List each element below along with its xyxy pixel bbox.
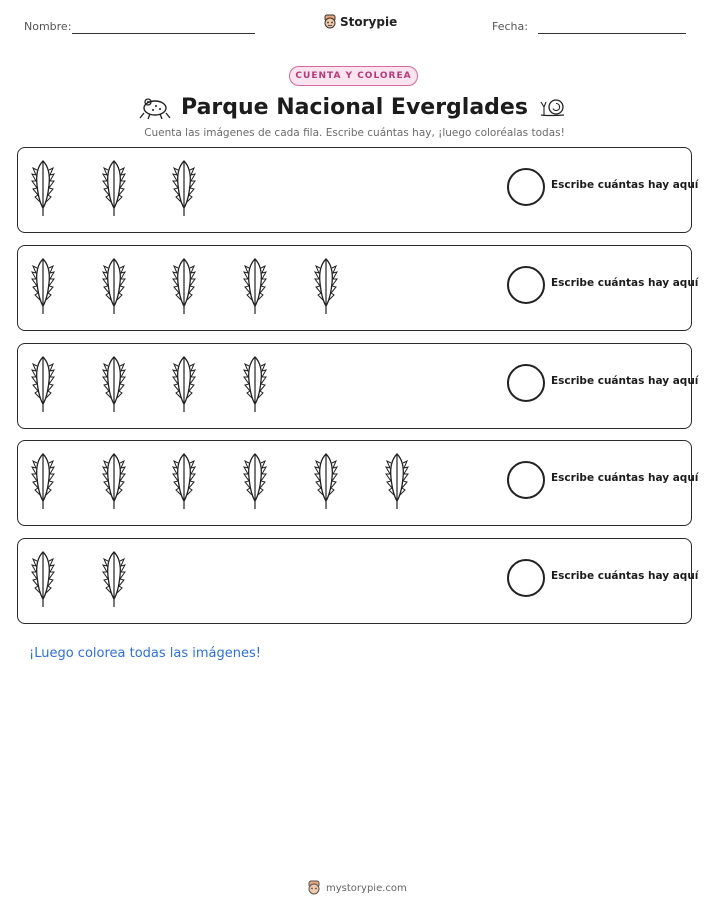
counting-row — [17, 245, 699, 331]
sawgrass-plant-icon[interactable] — [30, 451, 56, 511]
sawgrass-plant-icon[interactable] — [171, 256, 197, 316]
title-row — [0, 92, 709, 124]
footer-brand — [307, 880, 407, 896]
footer-brand-url: mystorypie.com — [326, 882, 407, 894]
date-field[interactable] — [538, 33, 686, 34]
answer-label: Escribe cuántas hay aquí — [551, 277, 699, 289]
answer-label: Escribe cuántas hay aquí — [551, 179, 699, 191]
snail-icon — [538, 95, 568, 119]
answer-circle[interactable] — [507, 266, 545, 304]
storypie-mascot-icon — [323, 14, 337, 30]
name-field[interactable] — [72, 33, 255, 34]
counting-row — [17, 538, 699, 624]
sawgrass-plant-icon[interactable] — [30, 158, 56, 218]
sawgrass-plant-icon[interactable] — [171, 354, 197, 414]
sawgrass-plant-icon[interactable] — [242, 354, 268, 414]
sawgrass-plant-icon[interactable] — [101, 256, 127, 316]
instructions: Cuenta las imágenes de cada fila. Escribe cuántas hay, ¡luego coloréalas todas! — [144, 127, 565, 139]
name-label: Nombre: — [24, 20, 72, 33]
sawgrass-plant-icon[interactable] — [242, 256, 268, 316]
sawgrass-plant-icon[interactable] — [313, 451, 339, 511]
counting-row — [17, 440, 699, 526]
sawgrass-plant-icon[interactable] — [242, 451, 268, 511]
sawgrass-plant-icon[interactable] — [171, 158, 197, 218]
date-label: Fecha: — [492, 20, 528, 33]
sawgrass-plant-icon[interactable] — [384, 451, 410, 511]
page-title: Parque Nacional Everglades — [181, 95, 528, 120]
answer-circle[interactable] — [507, 364, 545, 402]
counting-row — [17, 343, 699, 429]
brand-logo — [323, 14, 397, 30]
storypie-mascot-icon — [307, 880, 321, 896]
sawgrass-plant-icon[interactable] — [101, 158, 127, 218]
activity-badge: CUENTA Y COLOREA — [289, 66, 418, 86]
sawgrass-plant-icon[interactable] — [101, 549, 127, 609]
answer-circle[interactable] — [507, 461, 545, 499]
footer-note: ¡Luego colorea todas las imágenes! — [29, 646, 261, 661]
sawgrass-plant-icon[interactable] — [30, 549, 56, 609]
sawgrass-plant-icon[interactable] — [30, 354, 56, 414]
answer-label: Escribe cuántas hay aquí — [551, 570, 699, 582]
answer-circle[interactable] — [507, 168, 545, 206]
answer-circle[interactable] — [507, 559, 545, 597]
sawgrass-plant-icon[interactable] — [101, 354, 127, 414]
sawgrass-plant-icon[interactable] — [30, 256, 56, 316]
sawgrass-plant-icon[interactable] — [171, 451, 197, 511]
answer-label: Escribe cuántas hay aquí — [551, 472, 699, 484]
sawgrass-plant-icon[interactable] — [313, 256, 339, 316]
answer-label: Escribe cuántas hay aquí — [551, 375, 699, 387]
sawgrass-plant-icon[interactable] — [101, 451, 127, 511]
brand-name: Storypie — [340, 15, 398, 29]
counting-row — [17, 147, 699, 233]
